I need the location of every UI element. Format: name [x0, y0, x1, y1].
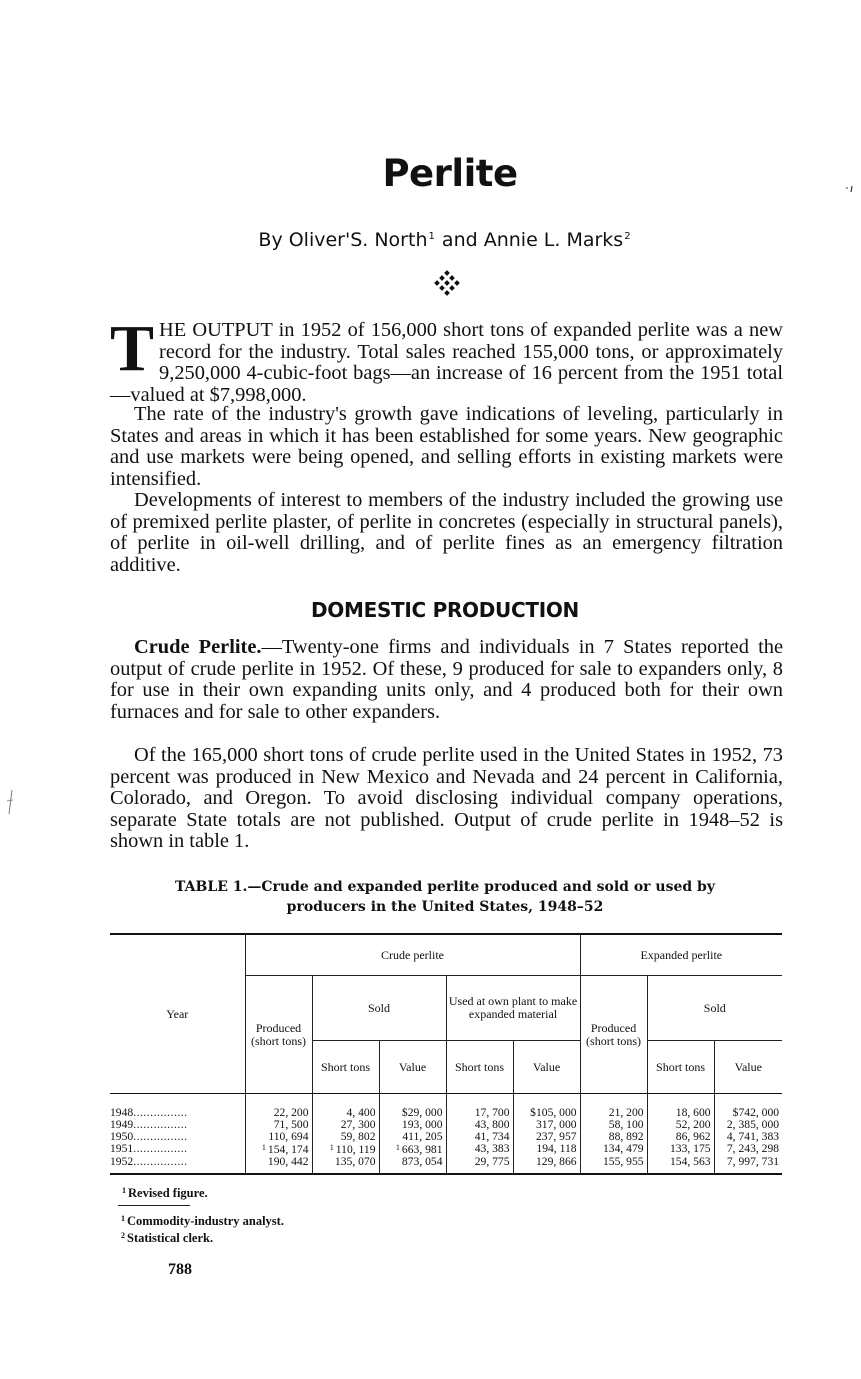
cell-expanded-sold-value: 7, 997, 731: [726, 1155, 780, 1169]
table-row: [110, 1131, 782, 1143]
header-expanded-sold-value: Value: [714, 1041, 782, 1094]
header-expanded-produced: Produced (short tons): [580, 976, 647, 1094]
cell-expanded-produced: 88, 892: [608, 1129, 644, 1143]
cell-crude-used-tons: 17, 700: [474, 1106, 510, 1119]
table-footnote-text: Revised figure.: [128, 1186, 208, 1200]
cell-crude-sold-value: $29, 000: [401, 1106, 443, 1119]
cell-crude-sold-value: 873, 054: [401, 1155, 443, 1169]
header-crude-sold-value: Value: [379, 1041, 446, 1094]
cell-crude-used-value: $105, 000: [530, 1106, 577, 1119]
header-crude-used: Used at own plant to make expanded material: [446, 976, 580, 1041]
cell-crude-sold-tons: 27, 300: [340, 1117, 376, 1131]
footnote-2-text: Statistical clerk.: [127, 1230, 214, 1245]
table-caption-line-2: producers in the United States, 1948–52: [286, 899, 604, 915]
table-caption-line-1: TABLE 1.—Crude and expanded perlite produced and sold or used by: [175, 879, 715, 895]
header-crude-used-value: Value: [513, 1041, 580, 1094]
page-title: Perlite: [382, 152, 518, 195]
footnote-1: [121, 1212, 284, 1229]
cell-crude-used-value: 129, 866: [535, 1155, 577, 1169]
cell-crude-sold-tons: 135, 070: [334, 1155, 376, 1169]
table-row: [110, 1142, 782, 1156]
header-crude-sold-tons: Short tons: [312, 1041, 379, 1094]
intro-paragraph-3-text: Developments of interest to members of the industry included the growing use of premixed perlite plaster, of perlite in concretes (especially in structural panels), of perlite in oil-well drilling, and of perlite fines as an emergency filtration additive.: [110, 489, 783, 576]
cell-expanded-sold-value: 4, 741, 383: [726, 1129, 780, 1143]
table-caption: [135, 877, 755, 917]
intro-paragraph-3: [110, 490, 783, 576]
section-heading: DOMESTIC PRODUCTION: [310, 598, 579, 622]
header-crude-used-tons: Short tons: [446, 1041, 513, 1094]
revised-note-mark: 1: [329, 1143, 334, 1153]
cell-expanded-produced: 134, 479: [602, 1142, 644, 1156]
author-1-note: 1: [428, 231, 435, 242]
cell-expanded-sold-tons: 18, 600: [675, 1106, 711, 1119]
cell-crude-used-tons: 41, 734: [474, 1129, 510, 1143]
margin-mark-icon: [6, 789, 14, 815]
row-year: 1950: [110, 1129, 134, 1143]
header-crude-sold: Sold: [312, 976, 446, 1041]
crude-perlite-paragraph-text: —Twenty-one firms and individuals in 7 States reported the output of crude perlite in 1952. Of these, 9 produced for sale to expanders only, 8 for use in their own expanding units only, and 4 produced both for their own furnaces and for sale to other expanders.: [110, 636, 783, 723]
cell-expanded-produced: 21, 200: [608, 1106, 644, 1119]
page-footnotes: [121, 1212, 284, 1245]
cell-crude-used-value: 194, 118: [536, 1142, 577, 1156]
revised-note-mark: 1: [261, 1143, 266, 1153]
table-footnote: [122, 1186, 208, 1201]
cell-expanded-sold-tons: 86, 962: [675, 1129, 711, 1143]
run-in-heading: Crude Perlite.: [134, 636, 262, 658]
cell-crude-produced: 71, 500: [273, 1117, 309, 1131]
cell-expanded-sold-value: $742, 000: [732, 1106, 780, 1119]
author-2-note: 2: [624, 231, 631, 242]
cell-crude-sold-value: 663, 981: [401, 1143, 443, 1157]
cell-crude-produced: 190, 442: [267, 1155, 309, 1169]
footnote-2: [121, 1229, 284, 1246]
revised-note-mark: 1: [395, 1143, 400, 1153]
cell-expanded-sold-tons: 154, 563: [669, 1155, 711, 1169]
table-footnote-mark: 1: [122, 1186, 126, 1195]
intro-paragraph-1-text: HE OUTPUT in 1952 of 156,000 short tons of expanded perlite was a new record for the industry. Total sales reached 155,000 tons, or approximately 9,250,000 4-cubic-foot bags—an increase of 16 percent from the 1951 total—valued at $7,998,000.: [110, 319, 783, 406]
usage-paragraph-text: Of the 165,000 short tons of crude perlite used in the United States in 1952, 73 percent was produced in New Mexico and Nevada and 24 percent in California, Colorado, and Oregon. To avoid disclosing individual company operations, separate State totals are not published. Output of crude perlite in 1948–52 is shown in table 1.: [110, 744, 783, 853]
dot-leader: ................: [133, 1155, 188, 1169]
footnote-1-text: Commodity-industry analyst.: [127, 1214, 284, 1228]
row-year: 1948: [110, 1106, 134, 1119]
ornament-icon: [434, 270, 460, 296]
dot-leader: ................: [133, 1106, 188, 1119]
footnote-1-mark: 1: [121, 1214, 125, 1223]
cell-crude-produced: 110, 694: [268, 1129, 309, 1143]
row-year: 1951: [110, 1142, 134, 1156]
cell-crude-used-tons: 29, 775: [474, 1155, 510, 1169]
footnote-2-mark: 2: [121, 1230, 125, 1240]
cell-crude-sold-tons: 4, 400: [346, 1106, 376, 1119]
intro-paragraph-2: [110, 404, 783, 490]
cell-crude-sold-tons: 59, 802: [340, 1129, 376, 1143]
cell-expanded-sold-tons: 52, 200: [675, 1117, 711, 1131]
cell-expanded-sold-value: 2, 385, 000: [726, 1117, 780, 1131]
cell-expanded-produced: 155, 955: [602, 1155, 644, 1169]
header-crude-perlite: Crude perlite: [245, 934, 580, 976]
cell-expanded-sold-value: 7, 243, 298: [726, 1142, 780, 1156]
cell-crude-used-tons: 43, 383: [474, 1142, 510, 1156]
page-number: 788: [168, 1261, 192, 1278]
header-year: Year: [110, 934, 245, 1094]
speck-mark-icon: [844, 183, 856, 195]
cell-crude-produced: 22, 200: [273, 1106, 309, 1119]
intro-paragraph-2-text: The rate of the industry's growth gave indications of leveling, particularly in States and areas in which it has been established for some years. New geographic and use markets were being opened, and selling efforts in existing markets were intensified.: [110, 403, 783, 490]
table-row: [110, 1156, 782, 1174]
header-crude-produced: Produced (short tons): [245, 976, 312, 1094]
row-year: 1949: [110, 1117, 134, 1131]
cell-expanded-produced: 58, 100: [608, 1117, 644, 1131]
dot-leader: ................: [133, 1117, 188, 1131]
dot-leader: ................: [133, 1142, 188, 1156]
header-expanded-sold: Sold: [647, 976, 782, 1041]
header-expanded-perlite: Expanded perlite: [580, 934, 782, 976]
table-row: [110, 1094, 782, 1119]
cell-crude-used-value: 237, 957: [535, 1129, 577, 1143]
intro-paragraph-1: [110, 312, 783, 406]
author-2: and Annie L. Marks: [441, 229, 624, 251]
cell-crude-used-value: 317, 000: [535, 1117, 577, 1131]
usage-paragraph: [110, 745, 783, 853]
cell-crude-sold-tons: 110, 119: [335, 1143, 376, 1157]
crude-perlite-paragraph: [110, 637, 783, 723]
cell-crude-produced: 154, 174: [267, 1143, 309, 1157]
header-expanded-sold-tons: Short tons: [647, 1041, 714, 1094]
cell-crude-sold-value: 193, 000: [401, 1117, 443, 1131]
byline: [0, 229, 861, 251]
author-1: By Oliver'S. North: [258, 229, 428, 251]
row-year: 1952: [110, 1155, 134, 1169]
cell-crude-used-tons: 43, 800: [474, 1117, 510, 1131]
drop-cap: T: [110, 312, 155, 385]
cell-crude-sold-value: 411, 205: [402, 1129, 443, 1143]
cell-expanded-sold-tons: 133, 175: [669, 1142, 711, 1156]
perlite-table: [110, 933, 782, 1175]
dot-leader: ................: [133, 1129, 188, 1143]
footnote-divider: [118, 1205, 190, 1206]
